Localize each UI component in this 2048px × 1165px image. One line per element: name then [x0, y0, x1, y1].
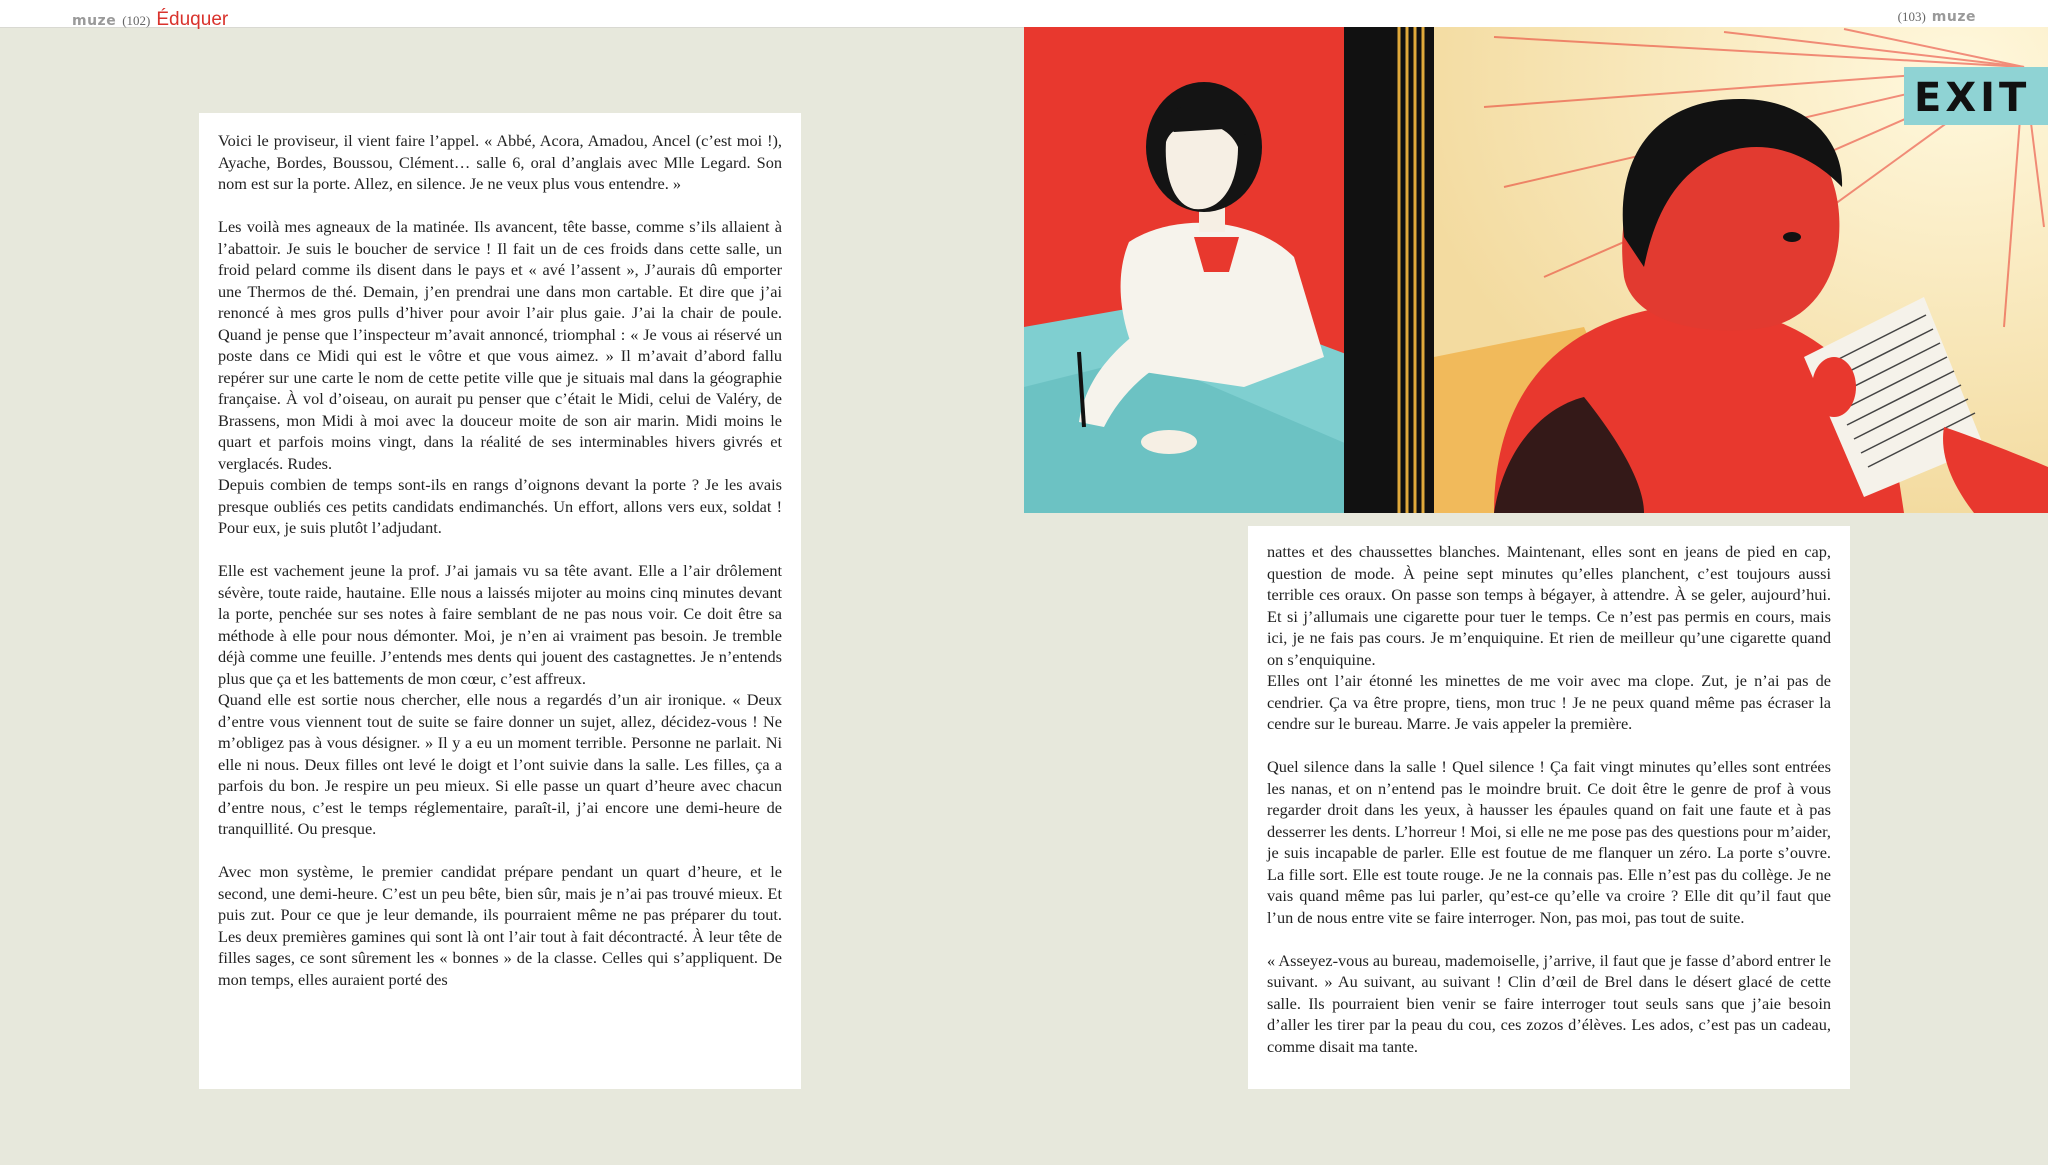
page-header	[0, 0, 2048, 28]
illustration-students-exam	[1024, 27, 2048, 513]
left-text-column	[199, 113, 801, 1089]
left-page-number: (102)	[122, 13, 151, 28]
left-folio	[72, 9, 228, 31]
paragraph: Quel silence dans la salle ! Quel silence ! Ça fait vingt minutes qu’elles sont entrées les nanas, et on n’entend pas le moindre bruit. Ce doit être le genre de prof à vous regarder droit dans les yeux, à hausser les épaules quand on fait une faute et à pas desserrer les dents. L’horreur ! Moi, si elle ne me pose pas des questions pour m’aider, je suis incapable de parler. Elle est foutue de me flanquer un zéro. La porte s’ouvre. La fille sort. Elle est toute rouge. Je ne la connais pas. Elle n’est pas du collège. Je ne vais quand même pas lui parler, qu’est-ce qu’elle va croire ? Elle dit qu’il faut que l’un de nous entre vite se faire interroger. Non, pas moi, pas tout de suite.	[1267, 757, 1831, 927]
door-frame-shape	[1344, 27, 1434, 513]
paragraph: Les voilà mes agneaux de la matinée. Ils avancent, tête basse, comme s’ils allaient à l’abattoir. Je suis le boucher de service ! Il fait un de ces froids dans cette salle, un froid pelard comme ils disent dans le pays et « avé l’assent », J’aurais dû emporter une Thermos de thé. Demain, j’en prendrai une dans mon cartable. Et dire que j’ai renoncé à mes gros pulls d’hiver pour avoir l’air plus gaie. J’ai la chair de poule. Quand je pense que l’inspecteur m’avait annoncé, triomphal : « Je vous ai réservé un poste dans ce Midi qui est le vôtre et que vous aimez. » Il m’avait d’abord fallu repérer sur une carte le nom de cette petite ville que je situais mal dans la géographie française. À vol d’oiseau, on aurait pu penser que c’était le Midi, celui de Valéry, de Brassens, mon Midi à moi avec la douceur moite de son air marin. Midi moins le quart et parfois moins vingt, dans la réalité de ses interminables hivers givrés et verglacés. Rudes.	[218, 217, 782, 473]
paragraph: Elles ont l’air étonné les minettes de me voir avec ma clope. Zut, je n’ai pas de cendrier. Ça va être propre, tiens, mon truc ! Je ne peux quand même pas écraser la cendre sur le bureau. Marre. Je vais appeler la première.	[1267, 671, 1831, 733]
paragraph: nattes et des chaussettes blanches. Maintenant, elles sont en jeans de pied en cap, question de mode. À peine sept minutes qu’elles planchent, c’est toujours aussi terrible ces oraux. On passe son temps à bégayer, à attendre. À se geler, aujourd’hui. Et si j’allumais une cigarette pour tuer le temps. Ce n’est pas permis en cours, mais ici, je ne fais pas cours. Je m’enquiquine. Et rien de meilleur qu’une cigarette quand on s’enquiquine.	[1267, 542, 1831, 669]
illustration-svg	[1024, 27, 2048, 513]
right-folio	[1892, 9, 1976, 26]
paragraph: Depuis combien de temps sont-ils en rangs d’oignons devant la porte ? Je les avais presque oubliés ces petits candidats endimanchés. Un effort, allons vers eux, soldat ! Pour eux, je suis plutôt l’adjudant.	[218, 475, 782, 537]
section-title: Éduquer	[156, 9, 229, 30]
paragraph: Voici le proviseur, il vient faire l’appel. « Abbé, Acora, Amadou, Ancel (c’est moi !), Ayache, Bordes, Boussou, Clément… salle 6, oral d’anglais avec Mlle Legard. Son nom est sur la porte. Allez, en silence. Je ne veux plus vous entendre. »	[218, 131, 782, 193]
paragraph: « Asseyez-vous au bureau, mademoiselle, j’arrive, il faut que je fasse d’abord entrer le suivant. » Au suivant, au suivant ! Clin d’œil de Brel dans le désert glacé de cette salle. Ils pourraient bien venir se faire interroger tout seuls sans que j’aie besoin d’aller les tirer par la peau du cou, ces zozos d’élèves. Les ados, c’est pas un cadeau, comme disait ma tante.	[1267, 950, 1831, 1056]
right-page-number: (103)	[1897, 9, 1926, 24]
paragraph: Elle est vachement jeune la prof. J’ai jamais vu sa tête avant. Elle a l’air drôlement sévère, toute raide, hautaine. Elle nous a laissés mijoter au moins cinq minutes devant la porte, penchée sur ses notes à faire semblant de ne pas nous voir. Ce doit être sa méthode à elle pour nous démonter. Moi, je n’en ai vraiment pas besoin. Je tremble déjà comme une feuille. J’entends mes dents qui jouent des castagnettes. Je n’entends plus que ça et les battements de mon cœur, c’est affreux.	[218, 561, 782, 688]
right-brand-logo: muze	[1931, 9, 1976, 25]
exit-sign-text: EXIT	[1914, 75, 2031, 121]
paragraph: Avec mon système, le premier candidat prépare pendant un quart d’heure, et le second, une demi-heure. C’est un peu bête, bien sûr, mais je n’ai pas trouvé mieux. Et puis zut. Pour ce que je leur demande, ils pourraient même ne pas préparer du tout. Les deux premières gamines qui sont là ont l’air tout à fait décontracté. À leur tête de filles sages, ce sont sûrement les « bonnes » de la classe. Celles qui s’appliquent. De mon temps, elles auraient porté des	[218, 862, 782, 989]
right-text-column	[1248, 526, 1850, 1089]
left-brand-logo: muze	[72, 13, 117, 29]
paragraph: Quand elle est sortie nous chercher, elle nous a regardés d’un air ironique. « Deux d’entre vous viennent tout de suite se faire donner un sujet, allez, décidez-vous ! Ne m’obligez pas à vous désigner. » Il y a eu un moment terrible. Personne ne parlait. Ni elle ni nous. Deux filles ont levé le doigt et l’ont suivie dans la salle. Les filles, ça a parfois du bon. Je respire un peu mieux. Si elle passe un quart d’heure avec chacun d’entre nous, c’est le temps réglementaire, paraît-il, j’ai encore une demi-heure de tranquillité. Ou presque.	[218, 690, 782, 838]
